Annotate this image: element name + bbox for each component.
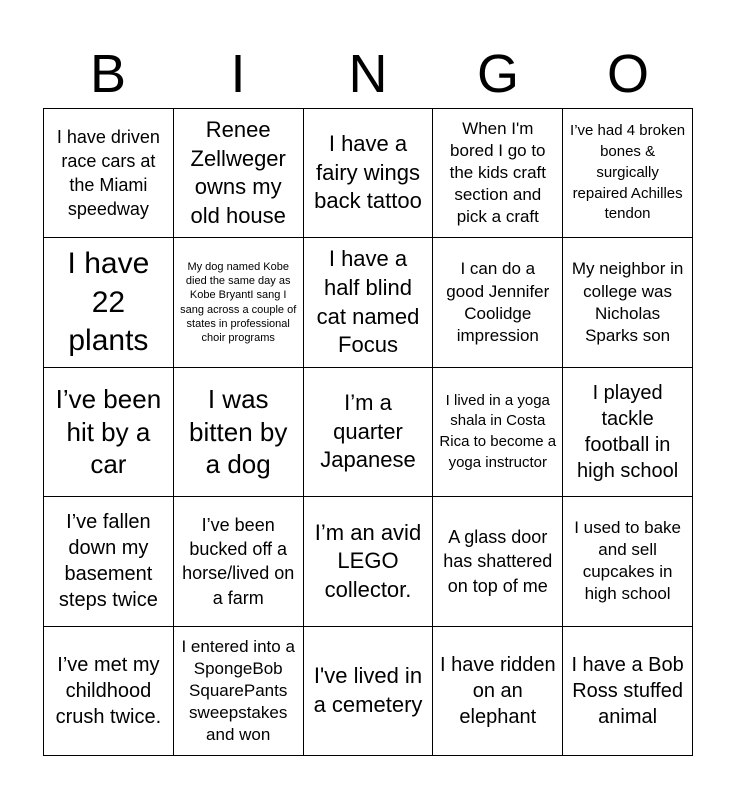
bingo-cell[interactable]: I was bitten by a dog — [174, 368, 304, 497]
bingo-header — [43, 40, 693, 108]
bingo-cell[interactable]: I’ve met my childhood crush twice. — [44, 627, 174, 756]
bingo-cell[interactable]: I have driven race cars at the Miami speedway — [44, 109, 174, 238]
bingo-cell[interactable]: I've lived in a cemetery — [304, 627, 434, 756]
bingo-grid — [43, 108, 693, 756]
bingo-cell[interactable]: I’ve been hit by a car — [44, 368, 174, 497]
bingo-cell[interactable]: I’m an avid LEGO collector. — [304, 497, 434, 626]
bingo-cell[interactable]: I’ve been bucked off a horse/lived on a farm — [174, 497, 304, 626]
bingo-cell[interactable]: I’m a quarter Japanese — [304, 368, 434, 497]
header-letter-g: G — [476, 44, 519, 104]
header-letter-i: I — [230, 44, 246, 104]
bingo-cell[interactable]: I have a fairy wings back tattoo — [304, 109, 434, 238]
bingo-cell[interactable]: I’ve fallen down my basement steps twice — [44, 497, 174, 626]
bingo-cell[interactable]: I have a half blind cat named Focus — [304, 238, 434, 367]
bingo-cell[interactable]: I have 22 plants — [44, 238, 174, 367]
bingo-cell[interactable]: I lived in a yoga shala in Costa Rica to become a yoga instructor — [433, 368, 563, 497]
bingo-cell[interactable]: When I'm bored I go to the kids craft section and pick a craft — [433, 109, 563, 238]
bingo-cell[interactable]: I used to bake and sell cupcakes in high school — [563, 497, 693, 626]
bingo-cell[interactable]: My dog named Kobe died the same day as Kobe BryantI sang I sang across a couple of states in professional choir programs — [174, 238, 304, 367]
bingo-cell[interactable]: A glass door has shattered on top of me — [433, 497, 563, 626]
bingo-cell[interactable]: I have a Bob Ross stuffed animal — [563, 627, 693, 756]
header-letter-o: O — [606, 44, 649, 104]
bingo-cell[interactable]: I have ridden on an elephant — [433, 627, 563, 756]
header-letter-b: B — [89, 44, 127, 104]
bingo-cell[interactable]: My neighbor in college was Nicholas Sparks son — [563, 238, 693, 367]
bingo-cell[interactable]: I’ve had 4 broken bones & surgically repaired Achilles tendon — [563, 109, 693, 238]
bingo-cell[interactable]: I entered into a SpongeBob SquarePants sweepstakes and won — [174, 627, 304, 756]
bingo-cell[interactable]: I played tackle football in high school — [563, 368, 693, 497]
header-letter-n: N — [348, 44, 388, 104]
bingo-cell[interactable]: Renee Zellweger owns my old house — [174, 109, 304, 238]
bingo-cell[interactable]: I can do a good Jennifer Coolidge impression — [433, 238, 563, 367]
